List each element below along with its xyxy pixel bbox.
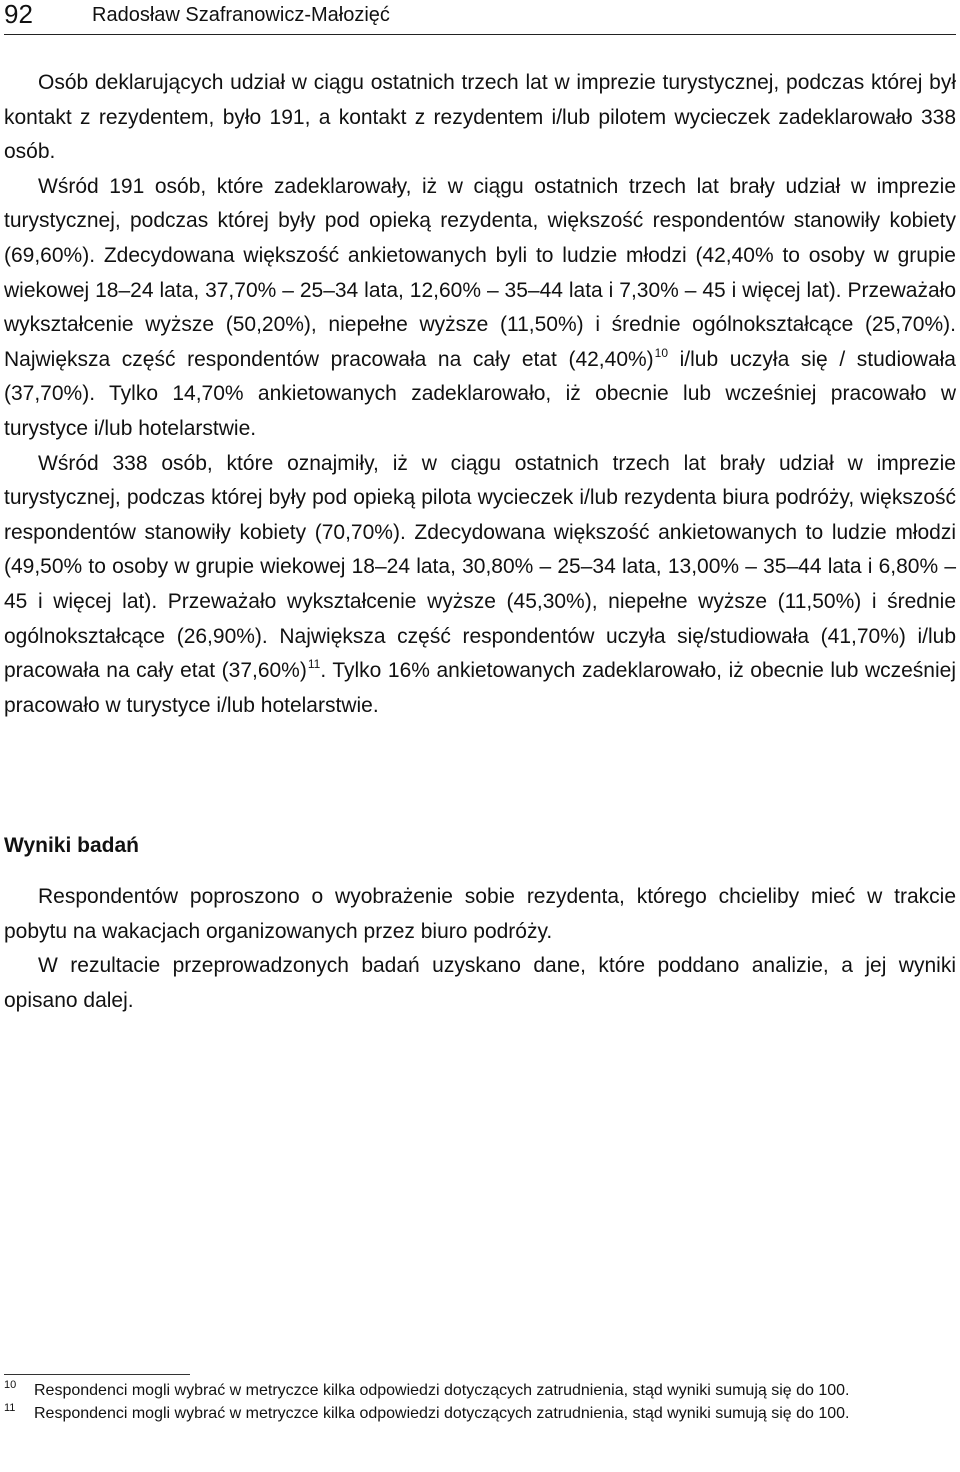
running-head-author: Radosław Szafranowicz-Małozięć <box>92 4 390 26</box>
paragraph-text: Wśród 191 osób, które zadeklarowały, iż w ciągu ostatnich trzech lat brały udział w imprezie turystycznej, podczas której były pod opieką rezydenta, większość respondentów stanowiły kobiety (69,60%). Zdecydowana większość ankietowanych byli to ludzie młodzi (42,40% to osoby w grupie wiekowej 18–24 lata, 37,70% – 25–34 lata, 12,60% – 35–44 lata i 7,30% – 45 i więcej lat). Przeważało wykształcenie wyższe (50,20%), niepełne wyższe (11,50%) i średnie ogólnokształcące (25,70%). Największa część respondentów pracowała na cały etat (42,40%) <box>4 174 956 371</box>
paragraph-resident-group <box>4 170 956 447</box>
footnote-separator <box>4 1374 190 1375</box>
paragraph-results-intro: Respondentów poproszono o wyobrażenie sobie rezydenta, którego chcieliby mieć w trakcie pobytu na wakacjach organizowanych przez biuro podróży. <box>4 885 956 943</box>
section-heading: Wyniki badań <box>4 834 139 857</box>
paragraph-text: . Tylko 16% ankietowanych zadeklarowało, iż obecnie lub wcześniej pracowało w turystyce i/lub hotelarstwie. <box>4 659 956 717</box>
footnotes <box>4 1379 956 1425</box>
paragraph-text: i/lub uczyła się / studiowała (37,70%). Tylko 14,70% ankietowanych zadeklarowało, iż obecnie lub wcześniej pracowało w turystyce i/lub hotelarstwie. <box>4 347 956 440</box>
footnote-ref-10[interactable]: 10 <box>654 345 669 360</box>
body-text <box>4 66 956 723</box>
paragraph-pilot-group <box>4 447 956 724</box>
page-header <box>4 0 956 35</box>
footnote-text: Respondenci mogli wybrać w metryczce kilka odpowiedzi dotyczących zatrudnienia, stąd wyniki sumują się do 100. <box>34 1382 850 1399</box>
footnote-10: 10 Respondenci mogli wybrać w metryczce kilka odpowiedzi dotyczących zatrudnienia, stąd wyniki sumują się do 100. <box>4 1379 850 1399</box>
footnote-11: 11 Respondenci mogli wybrać w metryczce kilka odpowiedzi dotyczących zatrudnienia, stąd wyniki sumują się do 100. <box>4 1402 850 1422</box>
paragraph-respondent-counts: Osób deklarujących udział w ciągu ostatnich trzech lat w imprezie turystycznej, podczas której był kontakt z rezydentem, było 191, a kontakt z rezydentem i/lub pilotem wycieczek zadeklarowało 338 osób. <box>4 71 956 164</box>
page-number: 92 <box>4 0 33 29</box>
footnote-ref-11[interactable]: 11 <box>307 657 321 672</box>
paragraph-text: Wśród 338 osób, które oznajmiły, iż w ciągu ostatnich trzech lat brały udział w imprezie turystycznej, podczas której były pod opieką pilota wycieczek i/lub rezydenta biura podróży, większość respondentów stanowiły kobiety (70,70%). Zdecydowana większość ankietowanych to ludzie młodzi (49,50% to osoby w grupie wiekowej 18–24 lata, 30,80% – 25–34 lata, 13,00% – 35–44 lata i 6,80% – 45 i więcej lat). Przeważało wykształcenie wyższe (45,30%), niepełne wyższe (11,50%) i średnie ogólnokształcące (26,90%). Największa część respondentów uczyła się/studiowała (41,70%) i/lub pracowała na cały etat (37,60%) <box>4 451 956 683</box>
paragraph-results-outcome: W rezultacie przeprowadzonych badań uzyskano dane, które poddano analizie, a jej wyniki opisano dalej. <box>4 954 956 1012</box>
results-section <box>4 880 956 1018</box>
footnote-text: Respondenci mogli wybrać w metryczce kilka odpowiedzi dotyczących zatrudnienia, stąd wyniki sumują się do 100. <box>34 1405 850 1422</box>
